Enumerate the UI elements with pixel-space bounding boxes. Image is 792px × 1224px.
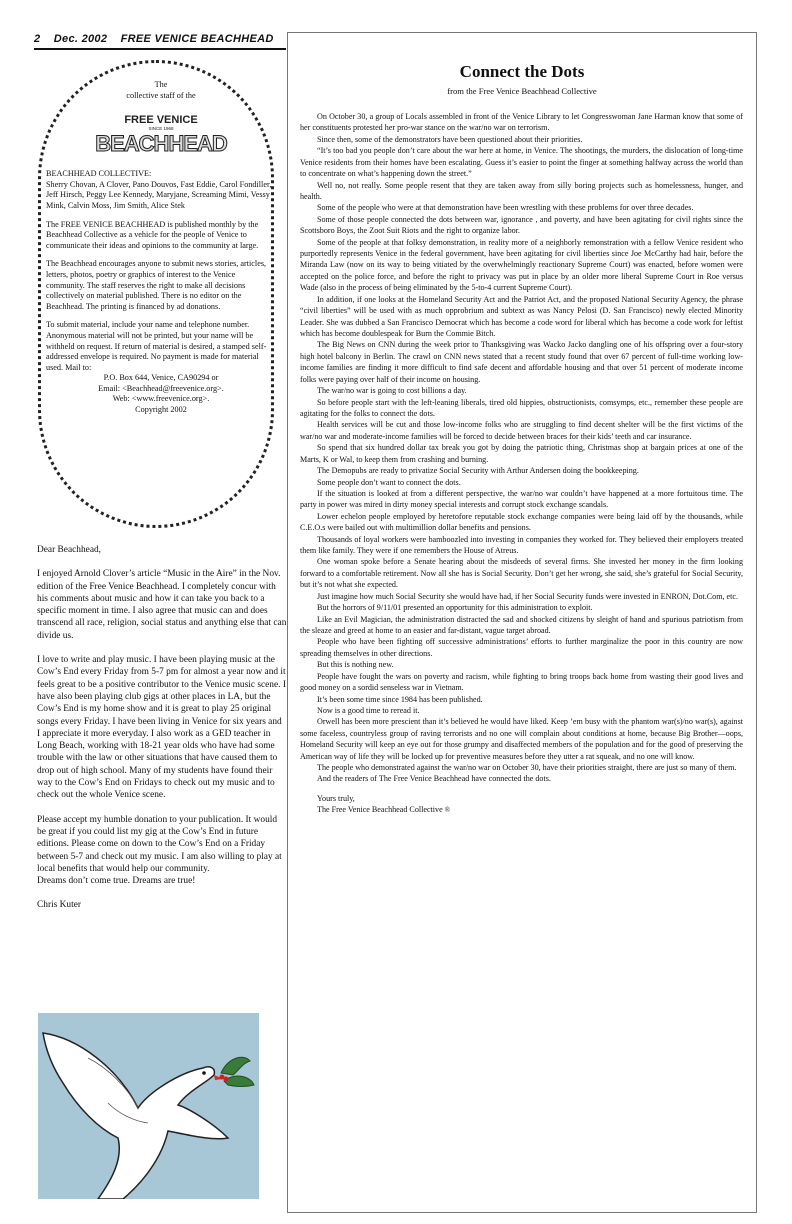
article-paragraph: Lower echelon people employed by heretofore reputable stock exchange companies were being laid off by the thousands, while C.E.O.s were bailed out with multimillion dollar benefits and pensions.	[300, 511, 743, 533]
article-paragraph: If the situation is looked at from a different perspective, the war/no war couldn’t have happened at a more fortuitous time. The party in power was mired in dirty money special interests and corrupt stock exchange scandals.	[300, 488, 743, 510]
article-paragraph: Some people don’t want to connect the dots.	[317, 477, 461, 487]
article-paragraph: In addition, if one looks at the Homeland Security Act and the Patriot Act, and the proposed National Security Agency, the phrase “civil liberties” will be used with as much opprobrium and subtext as was Nancy Pelosi (D. San Francisco) newly elected Minority Leader. She was dubbed a San Francisco Democrat which has become a code word for liberal which has become a code work for leftist which has become doublespeak for Burn the Commie Bitch.	[300, 294, 743, 339]
article-paragraph: So before people start with the left-leaning liberals, tired old hippies, obstructionists, comsymps, etc., remember these people are agitating for the folks to connect the dots.	[300, 397, 743, 418]
letter-paragraph: Please accept my humble donation to your publication. It would be great if you could list my gig at the Cow’s End in future editions. Please come on down to the Cow’s End on a Friday between 5-7 and check out my music. I am also willing to play at local benefits that would help our community.	[37, 814, 282, 874]
svg-text:BEACHHEAD: BEACHHEAD	[95, 131, 227, 157]
article-paragraph: It’s been some time since 1984 has been published.	[317, 694, 483, 704]
article-body	[300, 111, 743, 817]
article-paragraph: One woman spoke before a Senate hearing about the misdeeds of several firms. She invested her money in the firm looking forward to a comfortable retirement. Now all she has is Social Security. Don’t get her wrong, she said, she’s grateful for Social Security, but it’s not what she expected.	[300, 557, 743, 590]
article-paragraph: People have fought the wars on poverty and racism, while fighting to bring troops back home from wasting their good lives and good money on a sordid senseless war in Vietnam.	[300, 671, 743, 693]
svg-text:FREE VENICE: FREE VENICE	[124, 114, 198, 127]
article-paragraph: Thousands of loyal workers were bamboozled into investing in companies they worked for. They believed their employers treated them like family. They were if one remembers the House of Atreus.	[300, 534, 743, 556]
contact-info: P.O. Box 644, Venice, CA90294 or Email: <Beachhead@freevenice.org>. Web: <www.freevenice.org>. Copyright 2002	[98, 373, 224, 415]
publication-name: FREE VENICE BEACHHEAD	[120, 33, 274, 45]
issue-date: Dec. 2002	[53, 33, 108, 45]
page-header	[34, 33, 286, 45]
dove-illustration	[38, 1013, 259, 1199]
staff-box	[46, 80, 276, 416]
article-paragraph: People who have been fighting off successive administrations’ efforts to further marginalize the poor in this country are now spreading themselves in other directions.	[300, 637, 743, 658]
article-paragraph: But the horrors of 9/11/01 presented an opportunity for this administration to exploit.	[317, 603, 593, 613]
article-paragraph: The Demopubs are ready to privatize Social Security with Arthur Andersen doing the bookkeeping.	[317, 466, 639, 476]
article-paragraph: The war/no war is going to cost billions a day.	[317, 386, 467, 396]
staff-encourages-text: The Beachhead encourages anyone to submit news stories, articles, letters, photos, poetry or graphics of interest to the Venice community. The staff reserves the right to make all decisions collectively on material published. There is no editor on the Beachhead. The printing is financed by ad donations.	[46, 259, 267, 311]
article-paragraph: Well no, not really. Some people resent that they are taken away from silly boring projects such as homelessness, hunger, and health.	[300, 180, 743, 201]
article-paragraph: Health services will be cut and those low-income folks who are struggling to find decent shelter will be the first victims of the war/no war and moderate-income families will be forced to decide between braces for their kids’ teeth and car insurance.	[300, 420, 743, 441]
letter-signature: Chris Kuter	[37, 900, 82, 911]
svg-text:SINCE 1968: SINCE 1968	[148, 126, 174, 132]
beachhead-logo	[86, 107, 236, 159]
article-paragraphs	[300, 111, 743, 785]
union-bug-icon: ®	[444, 806, 451, 815]
article-closing: Yours truly,	[317, 793, 355, 803]
article-paragraph: Orwell has been more prescient than it’s believed he would have liked. Keep ’em busy with the phantom war(s)/no war(s), against some faceless, countryless group of raving terrorists and no one will complain about conditions at home, because Big Brother—oops, Homeland Security will keep an eye out for those grumpy and disaffected members of the population and for the good of preserving the American way of life they will be locked up for preventive measures before they utter a rat squeak, and no one will know.	[300, 717, 743, 761]
article-paragraph: Some of those people connected the dots between war, ignorance , and poverty, and have been agitating for civil rights since the Scottsboro Boys, the Zoot Suit Riots and the right to organize labor.	[300, 214, 743, 236]
article-paragraph: Like an Evil Magician, the administration distracted the sad and shocked citizens by sleight of hand and spurious patriotism from the sleaze and greed at home to an easier and far-distant, vague target abroad.	[300, 614, 743, 635]
staff-submit-text: To submit material, include your name and telephone number. Anonymous material will not be printed, but your name will be withheld on request. If return of material is desired, a stamped self-addressed envelope is required. No payment is made for material used. Mail to:	[46, 320, 267, 372]
staff-published-text: The FREE VENICE BEACHHEAD is published monthly by the Beachhead Collective as a vehicle for the people of Venice to communicate their ideas and opinions to the community at large.	[46, 219, 259, 250]
article-title: Connect the Dots	[459, 62, 585, 81]
header-rule	[34, 48, 286, 50]
article-paragraph: Just imagine how much Social Security she would have had, if her Social Security funds were invested in ENRON, Dot.Com, etc.	[317, 591, 739, 601]
article-paragraph: The Big News on CNN during the week prior to Thanksgiving was Wacko Jacko dangling one of his offspring over a four-story high hotel balcony in Berlin. The crawl on CNN news stated that a recent study found that over 67 percent of full-time working low-income families are finding it more difficult to find safe decent and affordable housing and that over 51 percent of moderate income folks were paying over half of their income on housing.	[300, 340, 743, 384]
article-paragraph: But this is nothing new.	[317, 660, 394, 670]
collective-list: BEACHHEAD COLLECTIVE: Sherry Chovan, A Clover, Pano Douvos, Fast Eddie, Carol Fondiller, Jeff Hirsch, Peggy Lee Kennedy, Maryjane, Screaming Mimi, Vessy Mink, Calvin Moss, Jim Smith, Alice Stek	[46, 169, 272, 210]
article-paragraph: Since then, some of the demonstrators have been questioned about their priorities.	[317, 134, 583, 144]
article-paragraph: So spend that six hundred dollar tax break you got by doing the patriotic thing, Christmas shop at bargain prices at one of the Marts, K or Wal, to keep them from crashing and burning.	[300, 443, 743, 464]
letter-paragraph: I enjoyed Arnold Clover’s article “Music in the Aire” in the Nov. edition of the Free Venice Beachhead. I completely concur with his comments about music and how it can take you back to a specific moment in time. I also agree that music can and does transcend all race, religion, social status and anything else that can divide us.	[37, 569, 287, 641]
letter-paragraph: I love to write and play music. I have been playing music at the Cow’s End every Friday from 5-7 pm for almost a year now and it feels great to be a positive contributor to the Venice music scene. I have also been playing club gigs at other places in LA, but the Cow’s End is my home show and it is great to play 25 original songs every Friday. I have been living in Venice for six years and I appreciate it more everyday. I also work as a GED teacher in Long Beach, working with 18-21 year olds who have had some trouble with the law or other situations that have caused them to drop out of high school. Many of my students have found their way to the Cow’s End on Fridays to check out my music and to check out the whole Venice scene.	[37, 655, 286, 801]
article-signature: The Free Venice Beachhead Collective ®	[317, 805, 451, 815]
article-subtitle: from the Free Venice Beachhead Collective	[447, 86, 597, 96]
letter-salutation: Dear Beachhead,	[37, 545, 102, 555]
letter-paragraph: Dreams don’t come true. Dreams are true!	[37, 876, 196, 887]
article-paragraph: And the readers of The Free Venice Beachhead have connected the dots.	[317, 774, 551, 784]
article-paragraph: Now is a good time to reread it.	[317, 705, 420, 715]
letter-to-editor	[37, 544, 287, 924]
article-paragraph: “It’s too bad you people don’t care about the war here at home, in Venice. The shootings, the murders, the dislocation of long-time Venice residents from their homes have been escalating. Guess it’s easier to point the finger at something halfway across the world than to concentrate on what’s happening down the street.”	[300, 146, 743, 179]
staff-intro: The collective staff of the	[126, 80, 196, 100]
article-paragraph: Some of the people who were at that demonstration have been wrestling with these problems for over three decades.	[317, 203, 694, 213]
article-paragraph: The people who demonstrated against the war/no war on October 30, have their priorities straight, there are just so many of them.	[317, 763, 737, 773]
article-paragraph: On October 30, a group of Locals assembled in front of the Venice Library to let Congresswoman Jane Harman know that some of her constituents protested her pro-war stance on the war/no war on terrorism.	[300, 112, 743, 133]
article-paragraph: Some of the people at that folksy demonstration, in reality more of a neighborly remonstration with a fellow Venice resident who purportedly represents Venice in the federal government, have been agitating for civil liberties since Joe McCarthy had hair, before the Miranda Law (now on its way to being vitiated by the overwhelmingly reactionary Supreme Court) was enacted, before women were accepted on the police force, and before the right to privacy was put in place by an older more liberal Supreme Court in Roe versus Wade (also in the process of being eliminated by the 5-to-4 current Supreme Court).	[300, 237, 743, 293]
page-number: 2	[34, 33, 41, 45]
